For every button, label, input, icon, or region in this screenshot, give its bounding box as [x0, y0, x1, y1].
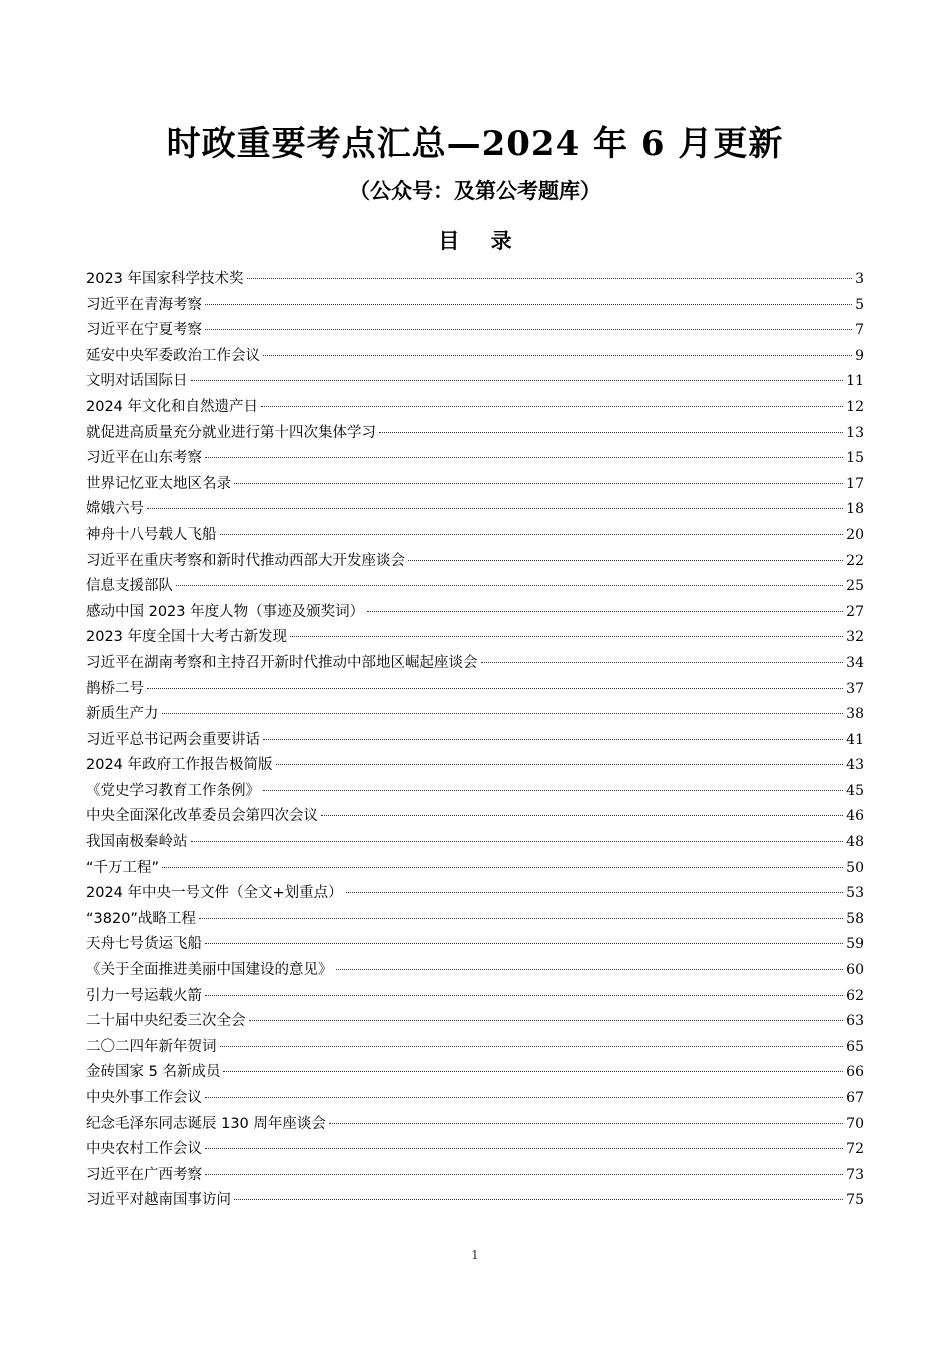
- toc-entry[interactable]: [86, 497, 864, 523]
- toc-entry-title[interactable]: 金砖国家 5 名新成员: [86, 1064, 221, 1081]
- toc-dot-leader: [336, 969, 844, 970]
- toc-dot-leader: [205, 457, 843, 458]
- toc-entry-page: 9: [855, 347, 864, 364]
- toc-dot-leader: [205, 1174, 843, 1175]
- toc-entry[interactable]: [86, 932, 864, 958]
- toc-entry[interactable]: [86, 625, 864, 651]
- toc-entry-page: 25: [846, 578, 864, 595]
- page-number: 1: [471, 1248, 479, 1262]
- toc-entry-title[interactable]: 天舟七号货运飞船: [86, 936, 202, 953]
- toc-entry-page: 27: [846, 603, 864, 620]
- toc-entry-page: 59: [846, 936, 864, 953]
- toc-entry-page: 73: [846, 1166, 864, 1183]
- toc-entry-page: 17: [846, 475, 864, 492]
- toc-dot-leader: [220, 534, 844, 535]
- toc-dot-leader: [205, 304, 852, 305]
- toc-entry-title[interactable]: 信息支援部队: [86, 578, 173, 595]
- document-subtitle: （公众号：及第公考题库）: [349, 179, 601, 203]
- toc-entry-title[interactable]: 中央外事工作会议: [86, 1090, 202, 1106]
- toc-entry-title[interactable]: 2024 年中央一号文件（全文+划重点）: [86, 885, 343, 902]
- toc-dot-leader: [191, 380, 844, 381]
- toc-entry-page: 60: [846, 962, 864, 979]
- toc-entry[interactable]: [86, 779, 864, 805]
- toc-entry-page: 37: [846, 680, 864, 697]
- toc-entry-title[interactable]: 新质生产力: [86, 706, 159, 723]
- toc-entry[interactable]: [86, 395, 864, 421]
- toc-entry[interactable]: [86, 600, 864, 626]
- toc-entry-title[interactable]: 习近平在重庆考察和新时代推动西部大开发座谈会: [86, 552, 405, 569]
- toc-dot-leader: [147, 688, 843, 689]
- toc-entry-page: 41: [846, 731, 864, 748]
- toc-entry[interactable]: [86, 958, 864, 984]
- toc-dot-leader: [276, 764, 844, 765]
- toc-entry-title[interactable]: 中央全面深化改革委员会第四次会议: [86, 808, 318, 825]
- toc-dot-leader: [176, 585, 843, 586]
- toc-entry[interactable]: [86, 984, 864, 1010]
- toc-entry-title[interactable]: 感动中国 2023 年度人物（事迹及颁奖词）: [86, 603, 365, 620]
- toc-dot-leader: [162, 867, 843, 868]
- toc-entry[interactable]: [86, 446, 864, 472]
- toc-entry[interactable]: [86, 753, 864, 779]
- toc-heading: 目 录: [438, 229, 524, 253]
- toc-dot-leader: [408, 560, 843, 561]
- toc-entry[interactable]: [86, 472, 864, 498]
- toc-entry[interactable]: [86, 881, 864, 907]
- toc-dot-leader: [234, 483, 843, 484]
- toc-dot-leader: [321, 815, 843, 816]
- toc-entry-title[interactable]: 中央农村工作会议: [86, 1141, 202, 1158]
- toc-dot-leader: [199, 918, 843, 919]
- toc-entry[interactable]: [86, 728, 864, 754]
- toc-entry[interactable]: [86, 267, 864, 293]
- toc-entry-page: 63: [846, 1013, 864, 1030]
- toc-entry-title[interactable]: 引力一号运载火箭: [86, 987, 202, 1004]
- table-of-contents: [86, 267, 864, 1214]
- toc-entry-title[interactable]: 嫦娥六号: [86, 501, 144, 518]
- toc-entry-title[interactable]: 延安中央军委政治工作会议: [86, 347, 260, 364]
- toc-entry-page: 38: [846, 706, 864, 723]
- toc-entry[interactable]: [86, 421, 864, 447]
- toc-dot-leader: [249, 1020, 844, 1021]
- toc-entry[interactable]: [86, 574, 864, 600]
- toc-entry-page: 53: [846, 885, 864, 902]
- toc-dot-leader: [205, 943, 843, 944]
- toc-entry-page: 13: [846, 424, 864, 441]
- toc-entry-title[interactable]: 神舟十八号载人飞船: [86, 526, 217, 543]
- toc-entry-page: 48: [846, 834, 864, 851]
- toc-dot-leader: [162, 713, 844, 714]
- toc-entry-page: 3: [855, 271, 864, 287]
- toc-entry-title[interactable]: “3820”战略工程: [86, 910, 196, 927]
- toc-entry[interactable]: [86, 369, 864, 395]
- toc-entry[interactable]: [86, 804, 864, 830]
- toc-entry-title[interactable]: 就促进高质量充分就业进行第十四次集体学习: [86, 424, 376, 441]
- toc-entry-page: 20: [846, 526, 864, 543]
- toc-entry-page: 32: [846, 629, 864, 646]
- toc-entry-title[interactable]: 习近平总书记两会重要讲话: [86, 731, 260, 748]
- toc-entry-page: 62: [846, 987, 864, 1004]
- toc-entry[interactable]: [86, 1035, 864, 1061]
- toc-entry-page: 22: [846, 552, 864, 569]
- toc-entry[interactable]: [86, 1188, 864, 1214]
- toc-entry-title[interactable]: 世界记忆亚太地区名录: [86, 475, 231, 492]
- toc-entry-page: 12: [846, 398, 864, 415]
- toc-dot-leader: [220, 1046, 844, 1047]
- toc-entry-page: 70: [846, 1115, 864, 1132]
- toc-entry-page: 45: [846, 782, 864, 799]
- toc-dot-leader: [346, 892, 844, 893]
- toc-entry[interactable]: [86, 856, 864, 882]
- toc-entry-page: 11: [846, 373, 864, 390]
- toc-entry-page: 65: [846, 1038, 864, 1055]
- toc-entry-title[interactable]: 习近平在青海考察: [86, 296, 202, 313]
- toc-entry[interactable]: [86, 1086, 864, 1112]
- document-title: 时政重要考点汇总—2024 年 6 月更新: [166, 124, 784, 164]
- toc-entry[interactable]: [86, 1009, 864, 1035]
- toc-entry[interactable]: [86, 344, 864, 370]
- toc-entry[interactable]: [86, 677, 864, 703]
- toc-entry[interactable]: [86, 318, 864, 344]
- toc-dot-leader: [147, 508, 843, 509]
- toc-entry-title[interactable]: 习近平在湖南考察和主持召开新时代推动中部地区崛起座谈会: [86, 654, 478, 671]
- toc-dot-leader: [261, 406, 843, 407]
- toc-dot-leader: [263, 355, 852, 356]
- toc-entry-title[interactable]: 文明对话国际日: [86, 373, 188, 390]
- toc-entry[interactable]: [86, 702, 864, 728]
- toc-entry[interactable]: [86, 293, 864, 319]
- toc-entry[interactable]: [86, 1137, 864, 1163]
- toc-entry[interactable]: [86, 1112, 864, 1138]
- toc-dot-leader: [329, 1123, 843, 1124]
- toc-entry-title[interactable]: 2024 年政府工作报告极简版: [86, 757, 273, 774]
- toc-dot-leader: [191, 841, 844, 842]
- toc-entry-title[interactable]: 习近平在宁夏考察: [86, 322, 202, 339]
- toc-entry-page: 72: [846, 1141, 864, 1158]
- toc-entry-page: 58: [846, 910, 864, 927]
- toc-dot-leader: [263, 790, 843, 791]
- toc-dot-leader: [481, 662, 844, 663]
- toc-dot-leader: [263, 739, 843, 740]
- toc-entry-page: 46: [846, 808, 864, 825]
- toc-dot-leader: [290, 636, 843, 637]
- toc-entry-page: 15: [846, 450, 864, 467]
- toc-entry-page: 67: [846, 1090, 864, 1106]
- toc-entry-title[interactable]: 二十届中央纪委三次全会: [86, 1013, 246, 1030]
- toc-entry-page: 66: [846, 1064, 864, 1081]
- toc-entry-title[interactable]: 我国南极秦岭站: [86, 834, 188, 851]
- toc-entry-title[interactable]: 《党史学习教育工作条例》: [86, 782, 260, 799]
- toc-dot-leader: [223, 1071, 843, 1072]
- toc-dot-leader: [379, 432, 843, 433]
- toc-entry-title[interactable]: 习近平在山东考察: [86, 450, 202, 467]
- toc-entry-title[interactable]: 习近平对越南国事访问: [86, 1192, 231, 1209]
- toc-entry-title[interactable]: 2024 年文化和自然遗产日: [86, 398, 259, 415]
- toc-entry[interactable]: [86, 1163, 864, 1189]
- toc-entry[interactable]: [86, 907, 864, 933]
- toc-entry[interactable]: [86, 830, 864, 856]
- toc-dot-leader: [367, 611, 843, 612]
- toc-dot-leader: [234, 1199, 843, 1200]
- toc-entry-title[interactable]: 2023 年国家科学技术奖: [86, 271, 244, 287]
- toc-dot-leader: [205, 1097, 843, 1098]
- toc-entry-page: 75: [846, 1192, 864, 1209]
- toc-dot-leader: [205, 995, 843, 996]
- toc-entry[interactable]: [86, 549, 864, 575]
- toc-entry-title[interactable]: 二〇二四年新年贺词: [86, 1038, 217, 1055]
- toc-entry-page: 50: [846, 859, 864, 876]
- toc-dot-leader: [205, 329, 852, 330]
- toc-entry[interactable]: [86, 1060, 864, 1086]
- toc-entry-page: 5: [855, 296, 864, 313]
- toc-entry-page: 43: [846, 757, 864, 774]
- toc-dot-leader: [205, 1148, 843, 1149]
- toc-entry-page: 18: [846, 501, 864, 518]
- toc-entry-title[interactable]: 鹊桥二号: [86, 680, 144, 697]
- toc-entry-page: 34: [846, 654, 864, 671]
- toc-entry-page: 7: [855, 322, 864, 339]
- toc-entry-title[interactable]: 纪念毛泽东同志诞辰 130 周年座谈会: [86, 1115, 326, 1132]
- toc-dot-leader: [247, 278, 853, 279]
- toc-entry[interactable]: [86, 651, 864, 677]
- toc-entry-title[interactable]: 《关于全面推进美丽中国建设的意见》: [86, 962, 333, 979]
- toc-entry-title[interactable]: “千万工程”: [86, 859, 160, 876]
- toc-entry-title[interactable]: 习近平在广西考察: [86, 1166, 202, 1183]
- toc-entry-title[interactable]: 2023 年度全国十大考古新发现: [86, 629, 288, 646]
- toc-entry[interactable]: [86, 523, 864, 549]
